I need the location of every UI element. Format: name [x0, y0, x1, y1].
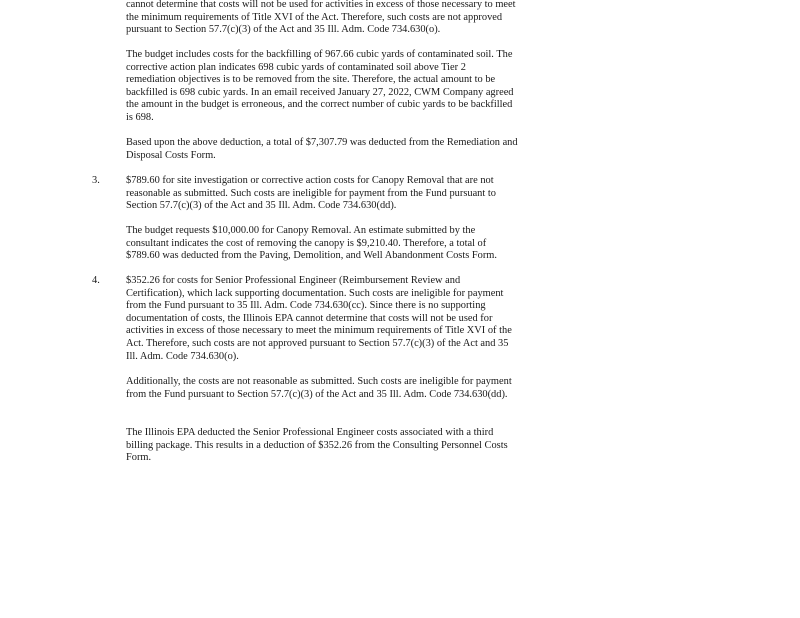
item-3-note-paragraph: The budget requests $10,000.00 for Canopy Removal. An estimate submitted by the consultant indicates the cost of removing the canopy is $9,210.40. Therefore, a total of $789.60 was deducted from the Paving, Demolition, and Well Abandonment Costs Form. [126, 225, 497, 262]
backfill-paragraph: The budget includes costs for the backfilling of 967.66 cubic yards of contaminated soil. The corrective action plan indicates 698 cubic yards of contaminated soil above Tier 2 remediation objectives is to be removed from the site. Therefore, the actual amount to be backfilled is 698 cubic yards. In an email received January 27, 2022, CWM Company agreed the amount in the budget is erroneous, and the correct number of cubic yards to be backfilled is 698. [126, 49, 514, 123]
intro-paragraph: cannot determine that costs will not be used for activities in excess of those necessary to meet the minimum requirements of Title XVI of the Act. Therefore, such costs are not approved pursuant to Section 57.7(c)(3) of the Act and 35 Ill. Adm. Code 734.630(o). [126, 0, 516, 36]
item-number-4: 4. [92, 275, 100, 286]
item-4-second-note-paragraph: The Illinois EPA deducted the Senior Professional Engineer costs associated with a third billing package. This results in a deduction of $352.26 from the Consulting Personnel Costs Form. [126, 427, 508, 464]
item-number-3: 3. [92, 175, 100, 186]
item-4-paragraph: $352.26 for costs for Senior Professional Engineer (Reimbursement Review and Certification), which lack supporting documentation. Such costs are ineligible for payment from the Fund pursuant to 35 Ill. Adm. Code 734.630(cc). Since there is no supporting documentation of costs, the Illinois EPA cannot determine that costs will not be used for activities in excess of those necessary to meet the minimum requirements of Title XVI of the Act. Therefore, such costs are not approved pursuant to Section 57.7(c)(3) of the Act and 35 Ill. Adm. Code 734.630(o). [126, 275, 512, 362]
deduction-paragraph: Based upon the above deduction, a total of $7,307.79 was deducted from the Remediation and Disposal Costs Form. [126, 137, 518, 161]
item-3-paragraph: $789.60 for site investigation or corrective action costs for Canopy Removal that are not reasonable as submitted. Such costs are ineligible for payment from the Fund pursuant to Section 57.7(c)(3) of the Act and 35 Ill. Adm. Code 734.630(dd). [126, 175, 496, 212]
item-4-note-paragraph: Additionally, the costs are not reasonable as submitted. Such costs are ineligible for payment from the Fund pursuant to Section 57.7(c)(3) of the Act and 35 Ill. Adm. Code 734.630(dd). [126, 376, 512, 400]
